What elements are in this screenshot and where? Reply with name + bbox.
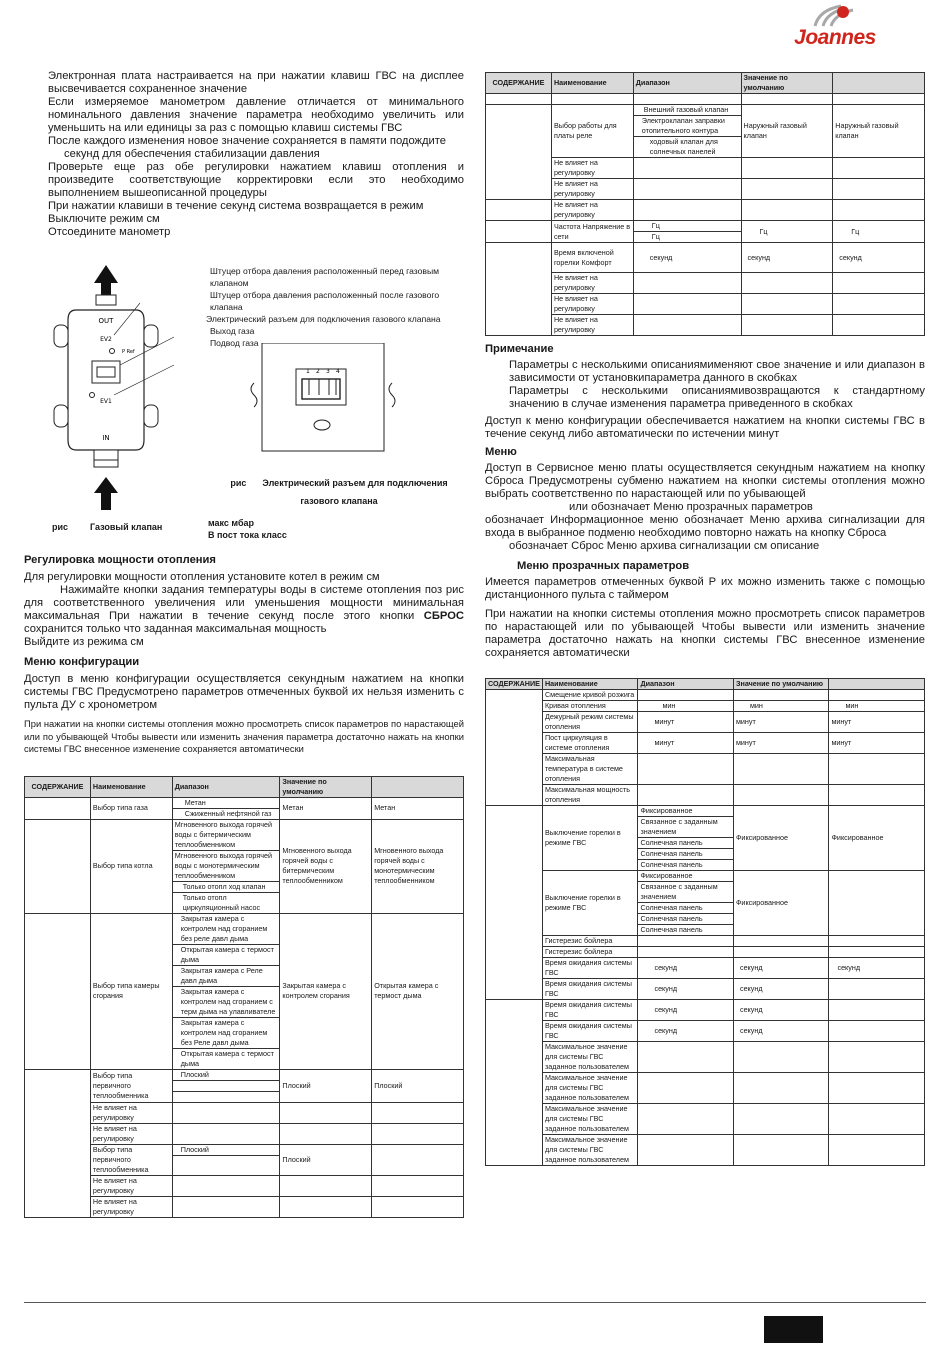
table-row bbox=[25, 819, 464, 850]
th2-default-2 bbox=[829, 679, 925, 690]
cell-no-effect-1: Не влияет на регулировку bbox=[90, 1102, 172, 1123]
intro-p8: Отсоедините манометр bbox=[48, 226, 171, 238]
cell-chamber-opt-4: Закрытая камера с контролем над сгоранием с терм дыма на улавливателе bbox=[172, 986, 280, 1017]
table-row bbox=[486, 1021, 925, 1042]
cell-wait-1: Время ожидания системы ГВС bbox=[542, 958, 638, 979]
cell-comfort: Время включеной горелки Комфорт bbox=[551, 243, 633, 273]
table-row bbox=[25, 913, 464, 944]
table-row bbox=[486, 315, 925, 336]
th1-name: Наименование bbox=[551, 73, 633, 94]
th-name: Наименование bbox=[90, 776, 172, 797]
cell-relay-def-1: Наружный газовый клапан bbox=[741, 105, 833, 158]
intro-p6: При нажатии клавиши в течение секунд система возвращается в режим bbox=[48, 200, 424, 212]
table-row bbox=[486, 871, 925, 882]
menu-title: Меню bbox=[485, 446, 517, 458]
intro-p4: секунд для обеспечения стабилизации давления bbox=[64, 148, 320, 160]
table-row bbox=[486, 701, 925, 712]
cell-wait-3: Время ожидания системы ГВС bbox=[542, 1000, 638, 1021]
cell-burner2-opt-1: Фиксированное bbox=[638, 871, 734, 882]
cell-chamber-opt-2: Открытая камера с термост дыма bbox=[172, 944, 280, 965]
table-row bbox=[486, 221, 925, 232]
legend-item-3: Электрический разъем для подключения газового клапана bbox=[206, 314, 441, 324]
config-text: Доступ в меню конфигурации осуществляется секундным нажатием на кнопки системы ГВС Предусмотрено параметров отмеченных буквой их нельзя изменить с пульта ДУ с хронометром bbox=[24, 673, 464, 711]
cell-curve-def-1: мин bbox=[733, 701, 829, 712]
heating-p1: Для регулировки мощности отопления установите котел в режим см bbox=[24, 571, 380, 583]
th2-name: Наименование bbox=[542, 679, 638, 690]
heating-p2 bbox=[24, 584, 464, 636]
cell-burner2-opt-3: Солнечная панель bbox=[638, 903, 734, 914]
cell-burner-opt-5: Солнечная панель bbox=[638, 860, 734, 871]
note-p2: Параметры с несколькими описаниямивозвращаются к стандартному значению в случае изменения параметра приведенного в скобках bbox=[509, 385, 925, 410]
cell-postcirc-def-2: минут bbox=[829, 733, 925, 754]
valve-label-in: IN bbox=[102, 434, 110, 442]
legend-item-2: Штуцер отбора давления расположенный после газового клапана bbox=[210, 290, 440, 312]
cell-wait-1-def-2: секунд bbox=[829, 958, 925, 979]
cell-comfort-def-2: секунд bbox=[833, 243, 925, 273]
intro-p1: Электронная плата настраивается на при нажатии клавиш ГВС на дисплее высвечивается сохраненное значение bbox=[48, 70, 464, 95]
table-row bbox=[25, 1196, 464, 1217]
table-row bbox=[486, 158, 925, 179]
note-p1: Параметры с несколькими описаниямименяют свое значение и или диапазон в зависимости от установкипараметра данного в скобках bbox=[509, 359, 925, 384]
cell-wait-1-def-1: секунд bbox=[733, 958, 829, 979]
table-row bbox=[25, 797, 464, 808]
heating-title: Регулировка мощности отопления bbox=[24, 554, 216, 566]
cell-relay: Выбор работы для платы реле bbox=[551, 105, 633, 158]
cell-curve: Кривая отопления bbox=[542, 701, 638, 712]
relay-table-header bbox=[486, 73, 925, 94]
gas-out-arrow-icon bbox=[94, 265, 118, 295]
cell-primary-1-def-2: Плоский bbox=[372, 1069, 464, 1102]
cell-gas-opt-2: Сжиженный нефтяной газ bbox=[172, 808, 280, 819]
cell-wait-2-def: секунд bbox=[733, 979, 829, 1000]
cell-primary-1: Выбор типа первичного теплообменника bbox=[90, 1069, 172, 1102]
cell-freq-opt-2: Гц bbox=[633, 232, 741, 243]
th-content: СОДЕРЖАНИЕ bbox=[25, 776, 91, 797]
cell-chamber-opt-5: Закрытая камера с контролем над сгоранием без Реле давл дыма bbox=[172, 1017, 280, 1048]
table-row bbox=[486, 243, 925, 273]
th-range: Диапазон bbox=[172, 776, 280, 797]
config-title: Меню конфигурации bbox=[24, 656, 140, 668]
table-row bbox=[486, 785, 925, 806]
cell-curve-def-2: мин bbox=[829, 701, 925, 712]
cell-chamber-def-2: Открытая камера с термост дыма bbox=[372, 913, 464, 1069]
table-row bbox=[25, 1175, 464, 1196]
cell-postcirc: Пост циркуляция в системе отопления bbox=[542, 733, 638, 754]
cell-r-no-effect-3: Не влияет на регулировку bbox=[551, 200, 633, 221]
connector-caption-text: Электрический разъем для подключения газового клапана bbox=[262, 478, 448, 506]
heating-p2-tail: сохранится только что заданная максимальная мощность bbox=[24, 623, 327, 635]
cell-gas-def-1: Метан bbox=[280, 797, 372, 819]
cell-r-no-effect-6: Не влияет на регулировку bbox=[551, 315, 633, 336]
table-row bbox=[486, 1042, 925, 1073]
transparent-p2: При нажатии на кнопки системы отопления можно просмотреть список параметров по нарастающей или по убывающей Чтобы вывести или изменить значение параметра достаточно нажать на кнопки системы ГВС внесенное изменение сохраняется автоматически bbox=[485, 608, 925, 659]
table-row bbox=[486, 1135, 925, 1166]
cell-primary-1-def-1: Плоский bbox=[280, 1069, 372, 1102]
cell-wait-3-def: секунд bbox=[733, 1000, 829, 1021]
cell-hyst-1: Гистерезис бойлера bbox=[542, 936, 638, 947]
cell-maxval-1: Максимальное значение для системы ГВС заданное пользователем bbox=[542, 1042, 638, 1073]
th1-content: СОДЕРЖАНИЕ bbox=[486, 73, 552, 94]
table-row bbox=[25, 1144, 464, 1155]
intro-p3: После каждого изменения новое значение сохраняется в памяти подождите bbox=[48, 135, 447, 147]
left-column bbox=[24, 70, 464, 1218]
cell-r-no-effect-2: Не влияет на регулировку bbox=[551, 179, 633, 200]
cell-standby-range: минут bbox=[638, 712, 734, 733]
cell-maxval-4: Максимальное значение для системы ГВС заданное пользователем bbox=[542, 1135, 638, 1166]
valve-label-pref: P Ref bbox=[122, 349, 135, 355]
cell-wait-2-range: секунд bbox=[638, 979, 734, 1000]
connector-caption-prefix: рис bbox=[230, 478, 247, 488]
cell-boiler-opt-1: Мгновенного выхода горячей воды с битермическим теплообменником bbox=[172, 819, 280, 850]
cell-no-effect-3: Не влияет на регулировку bbox=[90, 1175, 172, 1196]
menu-p4: обозначает Сброс Меню архива сигнализации см описание bbox=[509, 540, 820, 552]
cell-burner-opt-2: Связанное с заданным значением bbox=[638, 817, 734, 838]
table-row bbox=[486, 806, 925, 817]
menu-p2: или обозначает Меню прозрачных параметров bbox=[569, 501, 813, 513]
menu-p3: обозначает Информационное меню обозначает Меню архива сигнализации для входа в выбранное подменю необходимо повторно нажать на кнопку Сброса bbox=[485, 514, 925, 539]
config-small-text: При нажатии на кнопки системы отопления можно просмотреть список параметров по нарастающей или по убывающей Чтобы вывести или изменить значения параметра достаточно нажать на кнопки системы ГВС внесенное изменение сохраняется автоматически bbox=[24, 718, 464, 754]
cell-no-effect-4: Не влияет на регулировку bbox=[90, 1196, 172, 1217]
cell-burner2-opt-4: Солнечная панель bbox=[638, 914, 734, 925]
valve-label-out: OUT bbox=[98, 317, 114, 325]
table-row bbox=[486, 979, 925, 1000]
logo-wordmark: Joannes bbox=[794, 26, 876, 49]
cell-chamber-opt-3: Закрытая камера с Реле давл дыма bbox=[172, 965, 280, 986]
page-number-box bbox=[764, 1316, 823, 1343]
cell-maxval-2: Максимальное значение для системы ГВС заданное пользователем bbox=[542, 1073, 638, 1104]
cell-primary-1-opt: Плоский bbox=[172, 1069, 280, 1080]
right-column bbox=[485, 72, 925, 1166]
table-row bbox=[486, 947, 925, 958]
cell-burner-opt-4: Солнечная панель bbox=[638, 849, 734, 860]
cell-burner-off-2: Выключение горелки в режиме ГВС bbox=[542, 871, 638, 936]
cell-r-no-effect-4: Не влияет на регулировку bbox=[551, 273, 633, 294]
cell-chamber-opt-6: Открытая камера с термост дыма bbox=[172, 1048, 280, 1069]
note-p3: Доступ к меню конфигурации обеспечивается нажатием на кнопки системы ГВС в течение секунд либо автоматически по истечении минут bbox=[485, 415, 925, 440]
transparent-p1: Имеется параметров отмеченных буквой Р их можно изменить также с помощью дистанционного пульта с таймером bbox=[485, 576, 925, 601]
transparent-table bbox=[485, 678, 925, 1166]
cell-comfort-def-1: секунд bbox=[741, 243, 833, 273]
cell-standby-def-2: минут bbox=[829, 712, 925, 733]
heating-reset-label: СБРОС bbox=[423, 610, 465, 622]
cell-ign-offset: Смещение кривой розжига bbox=[542, 690, 638, 701]
table-row bbox=[486, 936, 925, 947]
cell-wait-1-range: секунд bbox=[638, 958, 734, 979]
cell-burner2-def-1: Фиксированное bbox=[733, 871, 829, 936]
cell-standby-def-1: минут bbox=[733, 712, 829, 733]
heating-p3: Выйдите из режима см bbox=[24, 636, 144, 648]
cell-boiler-type: Выбор типа котла bbox=[90, 819, 172, 913]
valve-label-ev1: EV1 bbox=[100, 398, 112, 405]
legend-item-4: Выход газа bbox=[210, 326, 255, 336]
connector-pin-3: 3 bbox=[326, 368, 330, 375]
legend-item-5: Подвод газа bbox=[210, 338, 259, 348]
cell-wait-4-range: секунд bbox=[638, 1021, 734, 1042]
transparent-table-header bbox=[486, 679, 925, 690]
cell-boiler-opt-3: Только отопл ход клапан bbox=[172, 881, 280, 892]
table-row bbox=[486, 1000, 925, 1021]
cell-gas-type: Выбор типа газа bbox=[90, 797, 172, 819]
cell-maxval-3: Максимальное значение для системы ГВС заданное пользователем bbox=[542, 1104, 638, 1135]
cell-postcirc-def-1: минут bbox=[733, 733, 829, 754]
legend-item-1: Штуцер отбора давления расположенный перед газовым клапаном bbox=[210, 266, 440, 288]
relay-table bbox=[485, 72, 925, 336]
connector-pin-2: 2 bbox=[316, 368, 320, 375]
cell-primary-2-opt: Плоский bbox=[172, 1144, 280, 1155]
connector-caption bbox=[214, 473, 464, 509]
intro-p2: Если измеряемое манометром давление отличается от минимального номинального давления значение параметра необходимо увеличить или уменьшить на или единицы за раз с помощью клавиш системы ГВС bbox=[48, 96, 464, 134]
config-table bbox=[24, 776, 464, 1218]
th-default: Значение по умолчанию bbox=[280, 776, 372, 797]
valve-spec-line2: В пост тока класс bbox=[208, 530, 287, 540]
gas-valve-drawing bbox=[44, 265, 204, 515]
heating-p2-text: Нажимайте кнопки задания температуры воды в системе отопления поз рис для соответственного увеличения или уменьшения мощности минимальная максимальная При нажатии в течение секунд после этого кнопки bbox=[24, 584, 464, 622]
cell-primary-2: Выбор типа первичного теплообменника bbox=[90, 1144, 172, 1175]
cell-boiler-def-2: Мгновенного выхода горячей воды с монотермическим теплообменником bbox=[372, 819, 464, 913]
cell-r-no-effect-1: Не влияет на регулировку bbox=[551, 158, 633, 179]
cell-maxpower: Максимальная мощность отопления bbox=[542, 785, 638, 806]
table-row bbox=[486, 690, 925, 701]
cell-wait-4: Время ожидания системы ГВС bbox=[542, 1021, 638, 1042]
menu-p1: Доступ в Сервисное меню платы осуществляется секундным нажатием на кнопку Сброса Предусмотрены субменю нажатием на кнопки системы отопления можно выбрать соответственно по нарастающей или по убывающей bbox=[485, 462, 925, 500]
cell-no-effect-2: Не влияет на регулировку bbox=[90, 1123, 172, 1144]
cell-relay-opt-1: Внешний газовый клапан bbox=[633, 105, 741, 116]
joannes-logo bbox=[745, 4, 925, 52]
cell-boiler-opt-2: Мгновенного выхода горячей воды с монотермическим теплообменником bbox=[172, 850, 280, 881]
valve-spec-line1: макс мбар bbox=[208, 518, 255, 528]
th2-content: СОДЕРЖАНИЕ bbox=[486, 679, 543, 690]
table-row bbox=[25, 1069, 464, 1080]
cell-freq-opt-1: Гц bbox=[633, 221, 741, 232]
table-row bbox=[486, 200, 925, 221]
th2-default: Значение по умолчанию bbox=[733, 679, 829, 690]
connector-drawing bbox=[234, 343, 414, 463]
cell-curve-range: мин bbox=[638, 701, 734, 712]
cell-maxtemp: Максимальная температура в системе отопления bbox=[542, 754, 638, 785]
cell-standby: Дежурный режим системы отопления bbox=[542, 712, 638, 733]
table-row bbox=[486, 105, 925, 116]
cell-boiler-def-1: Мгновенного выхода горячей воды с битермическим теплообменником bbox=[280, 819, 372, 913]
cell-freq-def-1: Гц bbox=[741, 221, 833, 243]
table-row bbox=[486, 958, 925, 979]
cell-relay-def-2: Наружный газовый клапан bbox=[833, 105, 925, 158]
cell-chamber-def-1: Закрытая камера с контролем сгорания bbox=[280, 913, 372, 1069]
cell-wait-3-range: секунд bbox=[638, 1000, 734, 1021]
table-row bbox=[486, 754, 925, 785]
cell-hyst-2: Гистерезис бойлера bbox=[542, 947, 638, 958]
table-row bbox=[486, 1073, 925, 1104]
cell-freq: Частота Напряжение в сети bbox=[551, 221, 633, 243]
table-row bbox=[486, 179, 925, 200]
th2-range: Диапазон bbox=[638, 679, 734, 690]
cell-freq-def-2: Гц bbox=[833, 221, 925, 243]
cell-comfort-range: секунд bbox=[633, 243, 741, 273]
cell-burner-def-1: Фиксированное bbox=[733, 806, 829, 871]
th1-default: Значение по умолчанию bbox=[741, 73, 833, 94]
intro-p5: Проверьте еще раз обе регулировки нажатием клавиш отопления и произведите соответствующие корректировки если это необходимо выполнением вышеописанной процедуры bbox=[48, 161, 464, 199]
table-row bbox=[486, 273, 925, 294]
connector-pin-1: 1 bbox=[306, 368, 310, 375]
cell-relay-opt-3: ходовый клапан для солнечных панелей bbox=[633, 137, 741, 158]
th1-default-2 bbox=[833, 73, 925, 94]
note-title: Примечание bbox=[485, 343, 554, 355]
cell-burner-opt-1: Фиксированное bbox=[638, 806, 734, 817]
table-row bbox=[486, 733, 925, 754]
cell-wait-4-def: секунд bbox=[733, 1021, 829, 1042]
th-default-2 bbox=[372, 776, 464, 797]
valve-caption-prefix: рис bbox=[52, 522, 69, 532]
table-row bbox=[25, 1123, 464, 1144]
cell-primary-2-def-1: Плоский bbox=[280, 1144, 372, 1175]
cell-boiler-opt-4: Только отопл циркуляционный насос bbox=[172, 892, 280, 913]
cell-burner-def-2: Фиксированное bbox=[829, 806, 925, 871]
cell-postcirc-range: минут bbox=[638, 733, 734, 754]
th1-range: Диапазон bbox=[633, 73, 741, 94]
footer-rule bbox=[24, 1302, 926, 1303]
cell-burner2-opt-5: Солнечная панель bbox=[638, 925, 734, 936]
cell-wait-2: Время ожидания системы ГВС bbox=[542, 979, 638, 1000]
table-row bbox=[486, 294, 925, 315]
valve-caption bbox=[52, 517, 162, 535]
gas-in-arrow-icon bbox=[94, 477, 118, 510]
table-row bbox=[486, 1104, 925, 1135]
intro-p7: Выключите режим см bbox=[48, 213, 160, 225]
cell-chamber-type: Выбор типа камеры сгорания bbox=[90, 913, 172, 1069]
valve-caption-text: Газовый клапан bbox=[90, 522, 163, 532]
config-table-header bbox=[25, 776, 464, 797]
cell-gas-def-2: Метан bbox=[372, 797, 464, 819]
valve-label-ev2: EV2 bbox=[100, 336, 112, 343]
cell-burner-off-1: Выключение горелки в режиме ГВС bbox=[542, 806, 638, 871]
cell-burner2-opt-2: Связанное с заданным значением bbox=[638, 882, 734, 903]
cell-burner-opt-3: Солнечная панель bbox=[638, 838, 734, 849]
table-row bbox=[486, 712, 925, 733]
connector-pin-4: 4 bbox=[336, 368, 340, 375]
cell-r-no-effect-5: Не влияет на регулировку bbox=[551, 294, 633, 315]
table-row bbox=[25, 1102, 464, 1123]
cell-chamber-opt-1: Закрытая камера с контролем над сгоранием без реле давл дыма bbox=[172, 913, 280, 944]
cell-gas-opt-1: Метан bbox=[172, 797, 280, 808]
valve-spec bbox=[208, 517, 287, 541]
transparent-title: Меню прозрачных параметров bbox=[517, 560, 690, 572]
figure-area bbox=[24, 245, 464, 565]
figure-legend bbox=[200, 265, 460, 349]
cell-relay-opt-2: Электроклапан заправки отопительного контура bbox=[633, 116, 741, 137]
